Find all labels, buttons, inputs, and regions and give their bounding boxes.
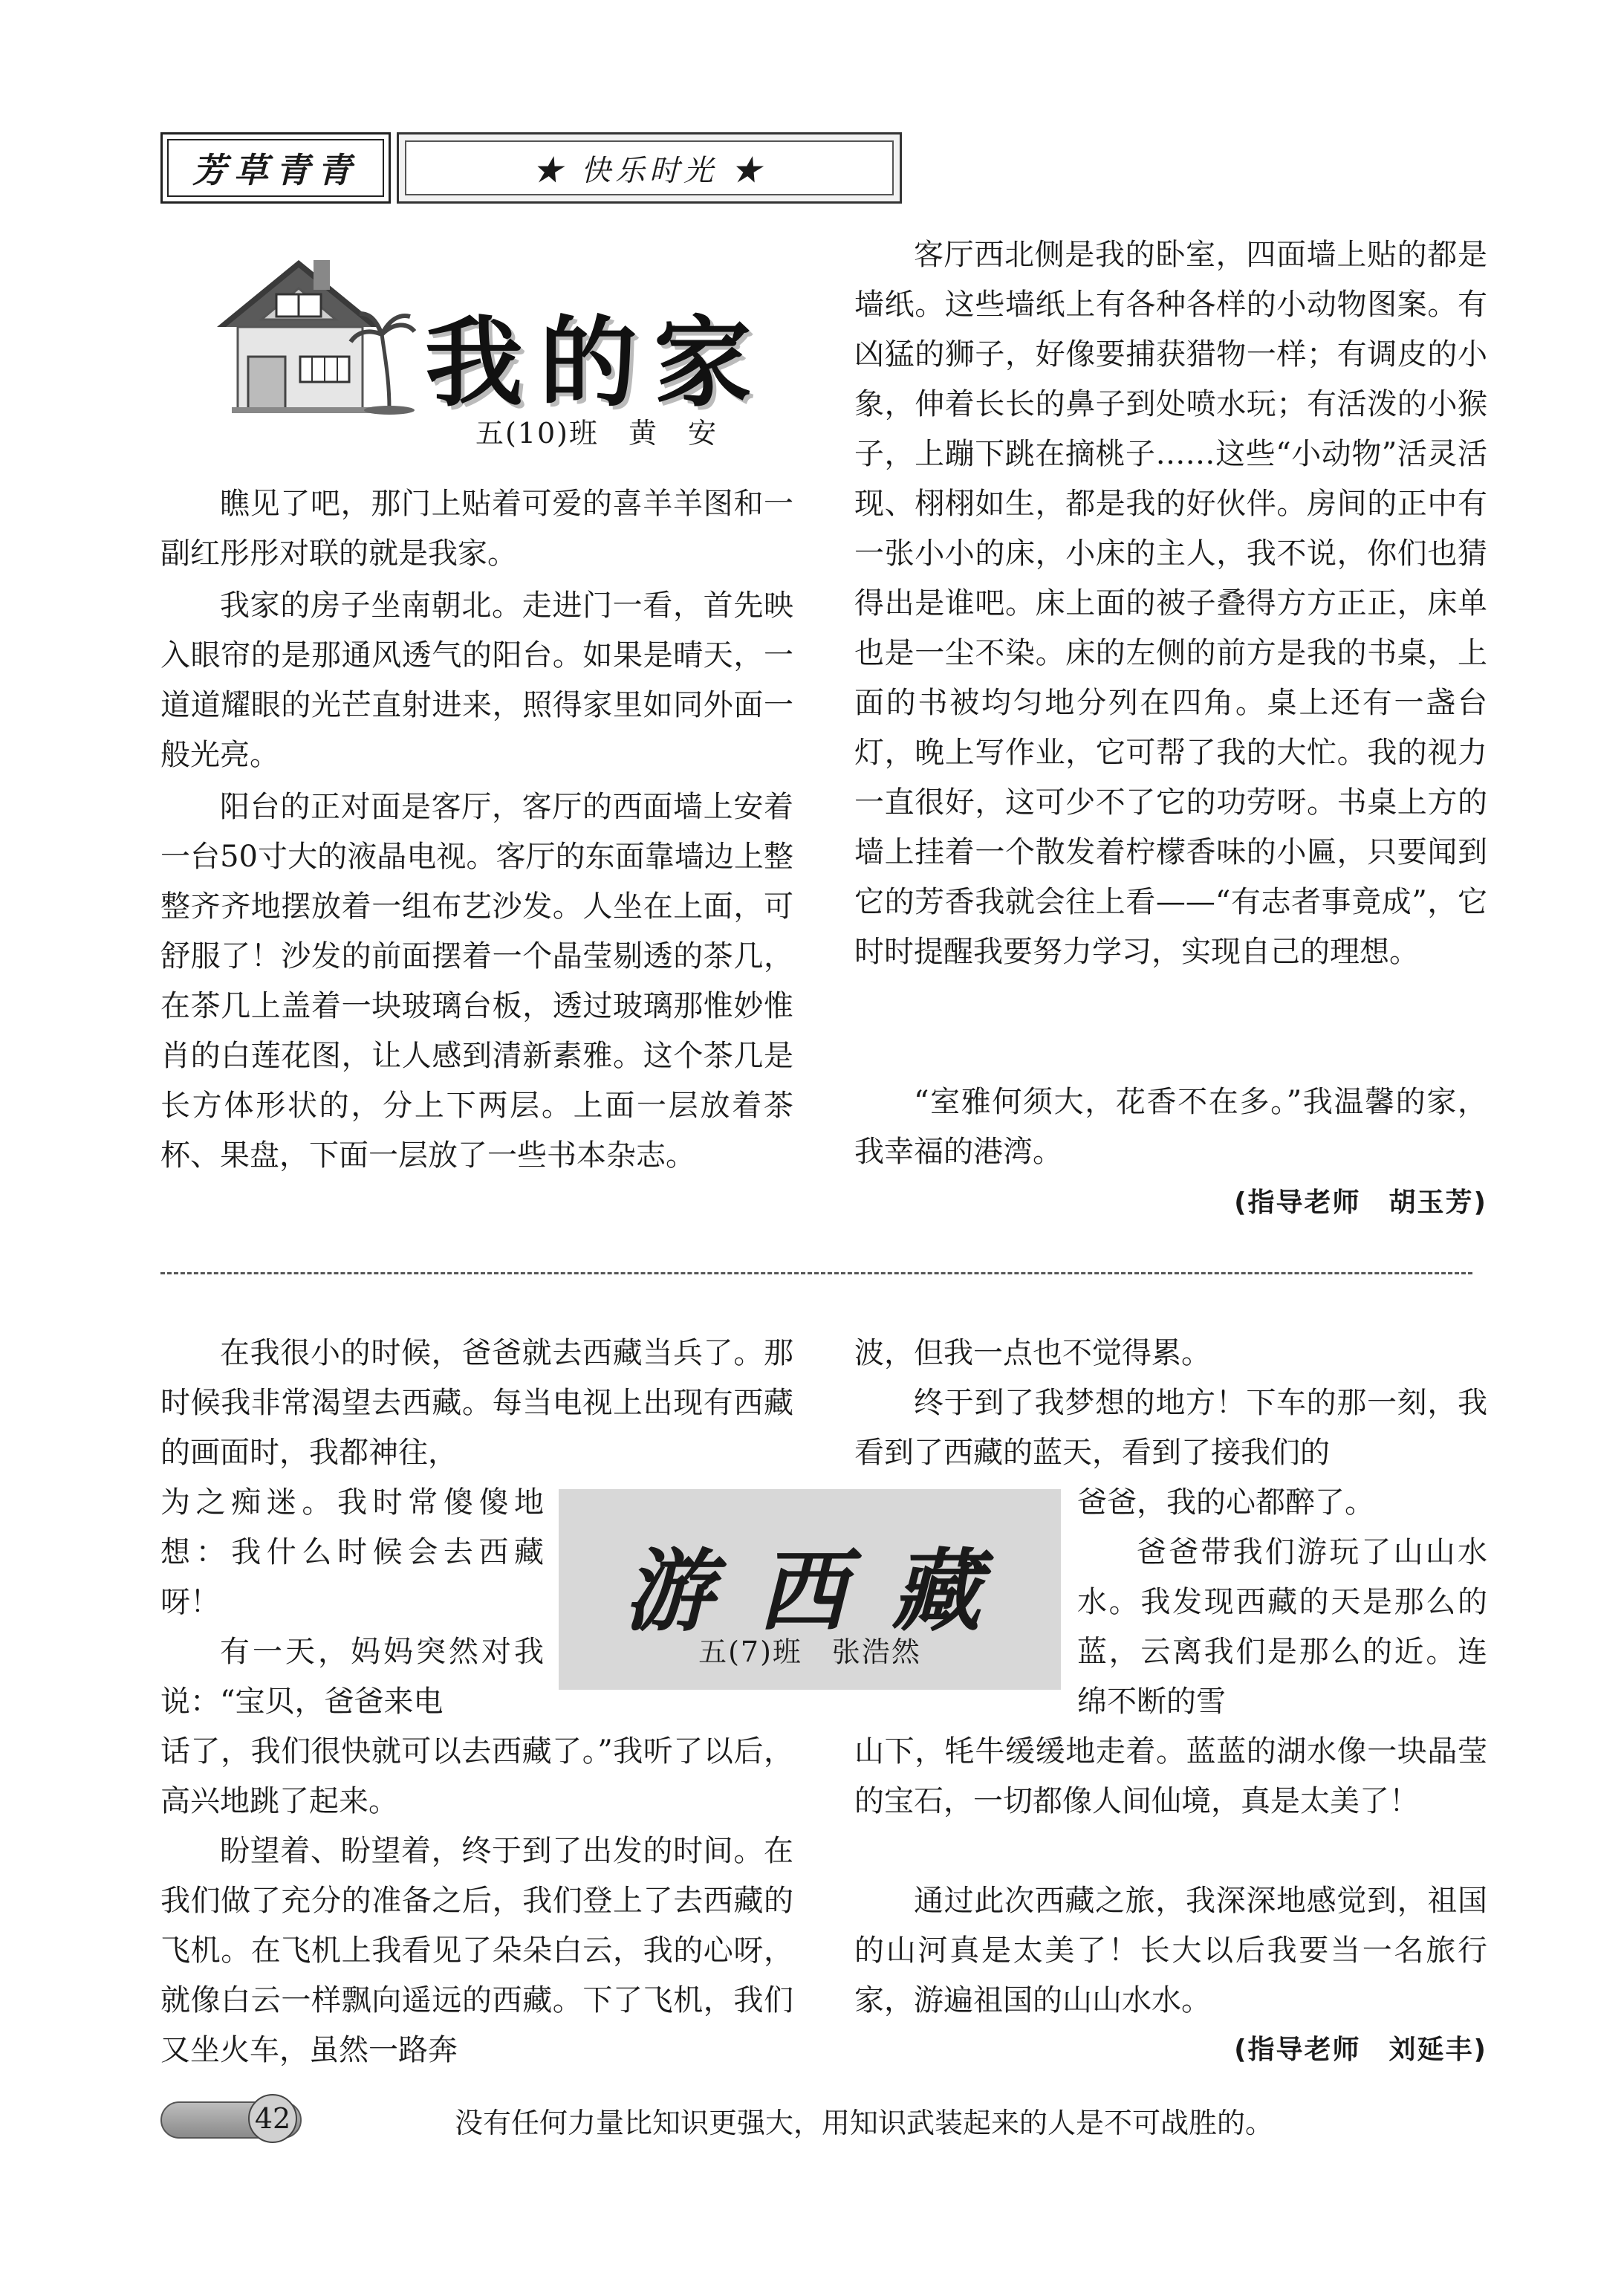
- section-label: 芳草青青: [167, 139, 384, 197]
- column-label: ★ 快乐时光 ★: [405, 140, 894, 195]
- article2-paragraph: 通过此次西藏之旅，我深深地感觉到，祖国的山河真是太美了！长大以后我要当一名旅行家，游遍祖国的山山水水。: [854, 1884, 1487, 2017]
- article2-paragraph: 为之痴迷。我时常傻傻地想：我什么时候会去西藏呀！: [160, 1485, 544, 1619]
- article2-paragraph: 波，但我一点也不觉得累。: [854, 1336, 1211, 1370]
- article2-paragraph: 有一天，妈妈突然对我说：“宝贝，爸爸来电: [160, 1635, 544, 1719]
- article1-paragraph: 瞧见了吧，那门上贴着可爱的喜羊羊图和一副红彤彤对联的就是我家。: [160, 487, 793, 571]
- article1-paragraph: 我家的房子坐南朝北。走进门一看，首先映入眼帘的是那通风透气的阳台。如果是晴天，一道道耀眼的光芒直射进来，照得家里如同外面一般光亮。: [160, 589, 793, 772]
- article1-paragraph: “室雅何须大，花香不在多。”我温馨的家，我幸福的港湾。: [854, 1085, 1487, 1169]
- article1-credit: (指导老师 胡玉芳): [1234, 1187, 1487, 1218]
- section-divider: [160, 1272, 1472, 1274]
- article2-title-box: [559, 1489, 1061, 1690]
- article2-credit: (指导老师 刘延丰): [1234, 2035, 1487, 2065]
- article2-paragraph: 山下，牦牛缓缓地走着。蓝蓝的湖水像一块晶莹的宝石，一切都像人间仙境，真是太美了！: [854, 1734, 1487, 1818]
- article2-paragraph: 爸爸带我们游玩了山山水水。我发现西藏的天是那么的蓝，云离我们是那么的近。连绵不断的雪: [1077, 1535, 1487, 1719]
- article1-title: 我的家: [425, 306, 768, 421]
- article2-paragraph: 盼望着、盼望着，终于到了出发的时间。在我们做了充分的准备之后，我们登上了去西藏的飞机。在飞机上我看见了朵朵白云，我的心呀，就像白云一样飘向遥远的西藏。下了飞机，我们又坐火车，虽然一路奔: [160, 1834, 793, 2067]
- article2-paragraph: 话了，我们很快就可以去西藏了。”我听了以后，高兴地跳了起来。: [160, 1734, 793, 1818]
- article2-paragraph: 在我很小的时候，爸爸就去西藏当兵了。那时候我非常渴望去西藏。每当电视上出现有西藏的画面时，我都神往，: [160, 1336, 793, 1470]
- article2-byline: 五(7)班 张浩然: [698, 1636, 921, 1668]
- article1-byline: 五(10)班 黄 安: [475, 417, 718, 450]
- house-illustration: [195, 245, 418, 416]
- article1-paragraph: 客厅西北侧是我的卧室，四面墙上贴的都是墙纸。这些墙纸上有各种各样的小动物图案。有凶猛的狮子，好像要捕获猎物一样；有调皮的小象，伸着长长的鼻子到处喷水玩；有活泼的小猴子，上蹦下跳在摘桃子……这些“小动物”活灵活现、栩栩如生，都是我的好伙伴。房间的正中有一张小小的床，小床的主人，我不说，你们也猜得出是谁吧。床上面的被子叠得方方正正，床单也是一尘不染。床的左侧的前方是我的书桌，上面的书被均匀地分列在四角。桌上还有一盏台灯，晚上写作业，它可帮了我的大忙。我的视力一直很好，这可少不了它的功劳呀。书桌上方的墙上挂着一个散发着柠檬香味的小匾，只要闻到它的芳香我就会往上看——“有志者事竟成”，它时时提醒我要努力学习，实现自己的理想。: [854, 238, 1487, 969]
- article2-paragraph: 终于到了我梦想的地方！下车的那一刻，我看到了西藏的蓝天，看到了接我们的: [854, 1386, 1487, 1470]
- column-label-box: [397, 132, 902, 204]
- footer-motto: 没有任何力量比知识更强大，用知识武装起来的人是不可战胜的。: [455, 2107, 1274, 2139]
- article2-paragraph: 爸爸，我的心都醉了。: [1077, 1485, 1374, 1520]
- article2-title: 游西藏: [624, 1539, 1025, 1644]
- page-number: 42: [248, 2094, 297, 2143]
- article1-paragraph: 阳台的正对面是客厅，客厅的西面墙上安着一台50寸大的液晶电视。客厅的东面靠墙边上整整齐齐地摆放着一组布艺沙发。人坐在上面，可舒服了！沙发的前面摆着一个晶莹剔透的茶几，在茶几上盖着一块玻璃台板，透过玻璃那惟妙惟肖的白莲花图，让人感到清新素雅。这个茶几是长方体形状的，分上下两层。上面一层放着茶杯、果盘，下面一层放了一些书本杂志。: [160, 790, 793, 1173]
- section-label-box: [160, 132, 391, 204]
